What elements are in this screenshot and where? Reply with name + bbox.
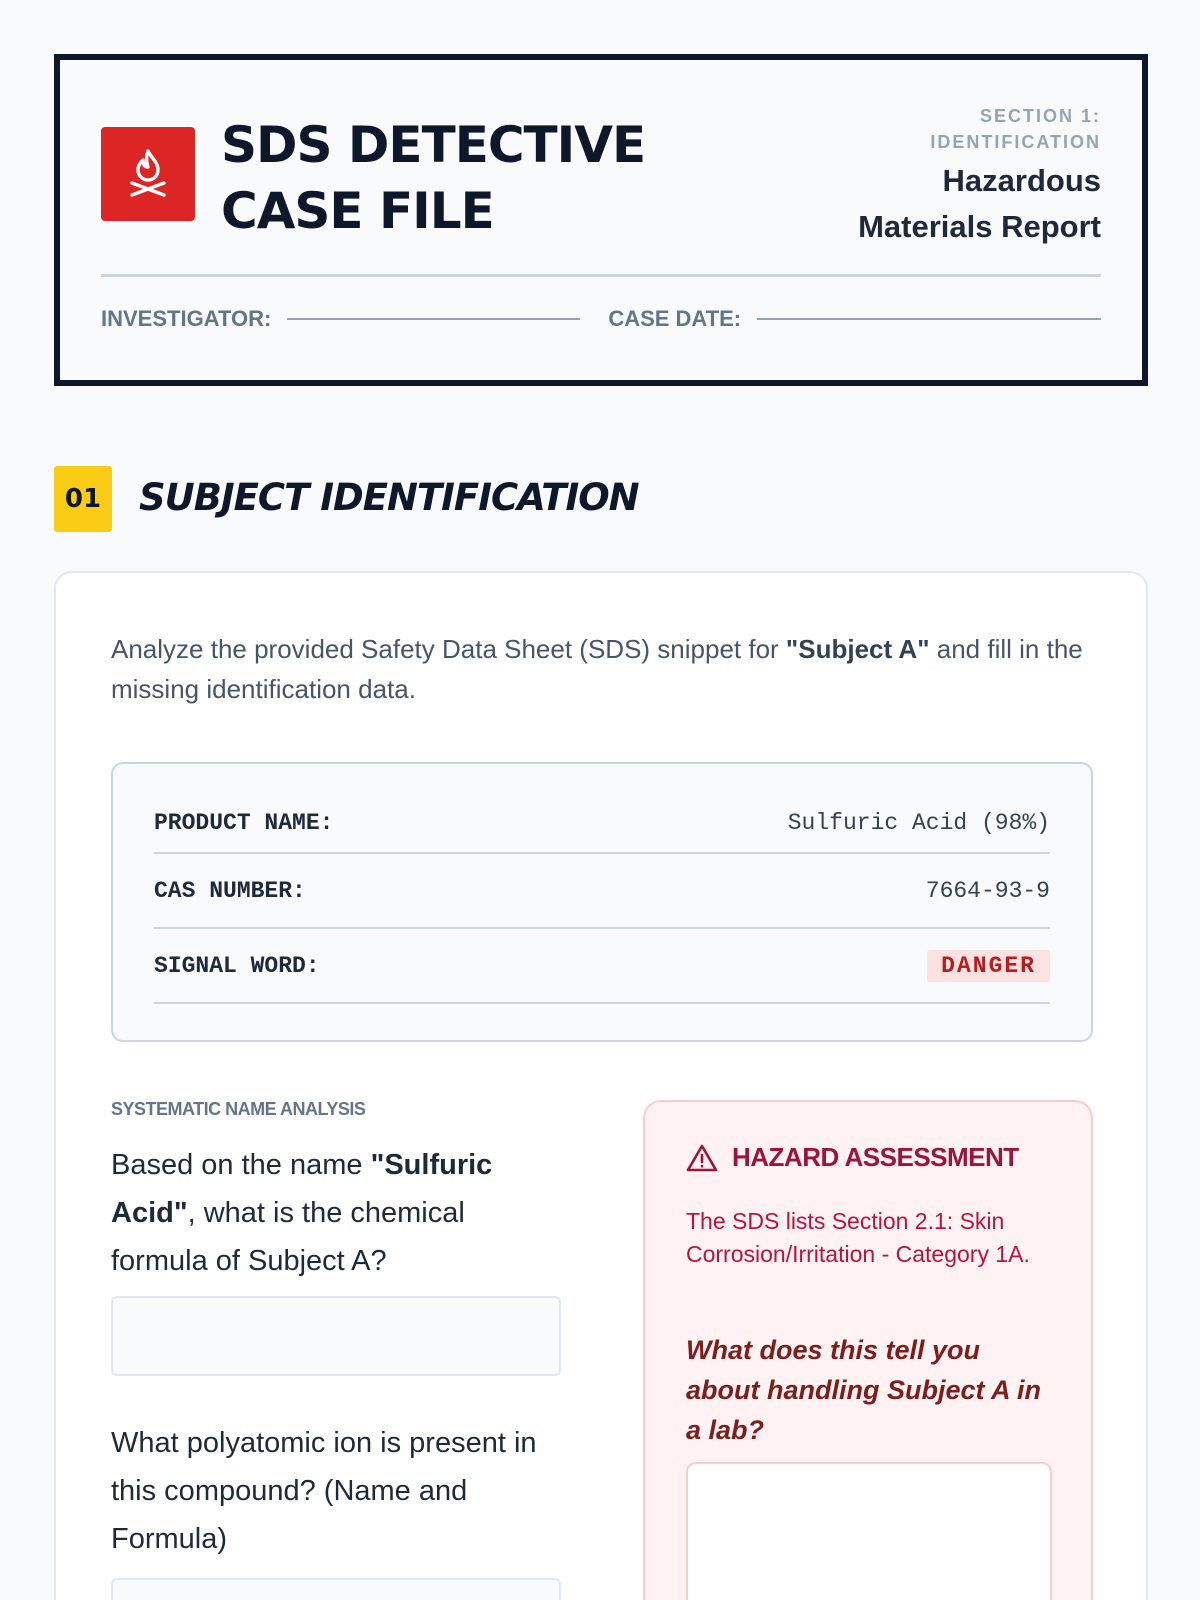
sds-key: PRODUCT NAME:	[154, 810, 334, 836]
case-file-header	[54, 54, 1148, 386]
section-label-2: IDENTIFICATION	[930, 132, 1101, 152]
section-number-badge: 01	[54, 466, 112, 532]
hazard-answer-field[interactable]	[686, 1462, 1052, 1600]
section-info	[781, 103, 1101, 250]
section-title: SUBJECT IDENTIFICATION	[139, 476, 639, 519]
sds-key: CAS NUMBER:	[154, 877, 306, 904]
sds-row-signal-word	[154, 929, 1050, 1004]
intro-post: and fill in the missing identification data.	[111, 634, 1083, 704]
page-title	[221, 112, 781, 244]
report-title-line-1: Hazardous	[942, 163, 1101, 198]
question-polyatomic-ion: What polyatomic ion is present in this compound? (Name and Formula)	[111, 1427, 537, 1555]
danger-badge: DANGER	[927, 950, 1050, 982]
hazard-title: HAZARD ASSESSMENT	[732, 1142, 1019, 1172]
question-formula	[111, 1141, 561, 1285]
sds-value: Sulfuric Acid (98%)	[787, 810, 1050, 836]
intro-subject: "Subject A"	[785, 634, 930, 664]
q1-post: , what is the chemical formula of Subject A?	[111, 1197, 465, 1277]
case-date-label: CASE DATE:	[608, 306, 742, 331]
case-meta-fields	[101, 306, 1101, 332]
sds-value: 7664-93-9	[925, 877, 1050, 904]
q1-bold: "Sulfuric Acid"	[111, 1149, 493, 1229]
investigator-label: INVESTIGATOR:	[101, 306, 272, 331]
q1-pre: Based on the name	[111, 1149, 371, 1181]
fire-flame-icon	[101, 127, 195, 221]
header-divider	[101, 274, 1101, 277]
hazard-assessment-panel	[643, 1100, 1093, 1600]
report-title	[781, 157, 1101, 250]
section-label-1: SECTION 1:	[979, 106, 1101, 126]
subject-identification-card	[54, 571, 1148, 1600]
warning-triangle-icon	[686, 1143, 718, 1173]
title-line-1: SDS DETECTIVE	[221, 116, 646, 174]
hazard-description: The SDS lists Section 2.1: Skin Corrosion/Irritation - Category 1A.	[686, 1208, 1030, 1267]
sds-snippet	[111, 762, 1093, 1042]
hazard-heading	[686, 1142, 1019, 1173]
polyatomic-ion-answer-field[interactable]	[111, 1578, 561, 1600]
title-line-2: CASE FILE	[221, 182, 494, 240]
intro-text	[111, 629, 1101, 709]
hazard-question: What does this tell you about handling Subject A in a lab?	[686, 1335, 1041, 1445]
sds-key: SIGNAL WORD:	[154, 952, 320, 979]
investigator-field[interactable]	[287, 318, 580, 320]
case-date-field[interactable]	[757, 318, 1101, 320]
analysis-label: SYSTEMATIC NAME ANALYSIS	[111, 1099, 366, 1119]
report-title-line-2: Materials Report	[858, 209, 1101, 244]
sds-row-product-name	[154, 792, 1050, 854]
intro-pre: Analyze the provided Safety Data Sheet (SDS) snippet for	[111, 634, 786, 664]
sds-row-cas-number	[154, 854, 1050, 929]
formula-answer-field[interactable]	[111, 1296, 561, 1376]
